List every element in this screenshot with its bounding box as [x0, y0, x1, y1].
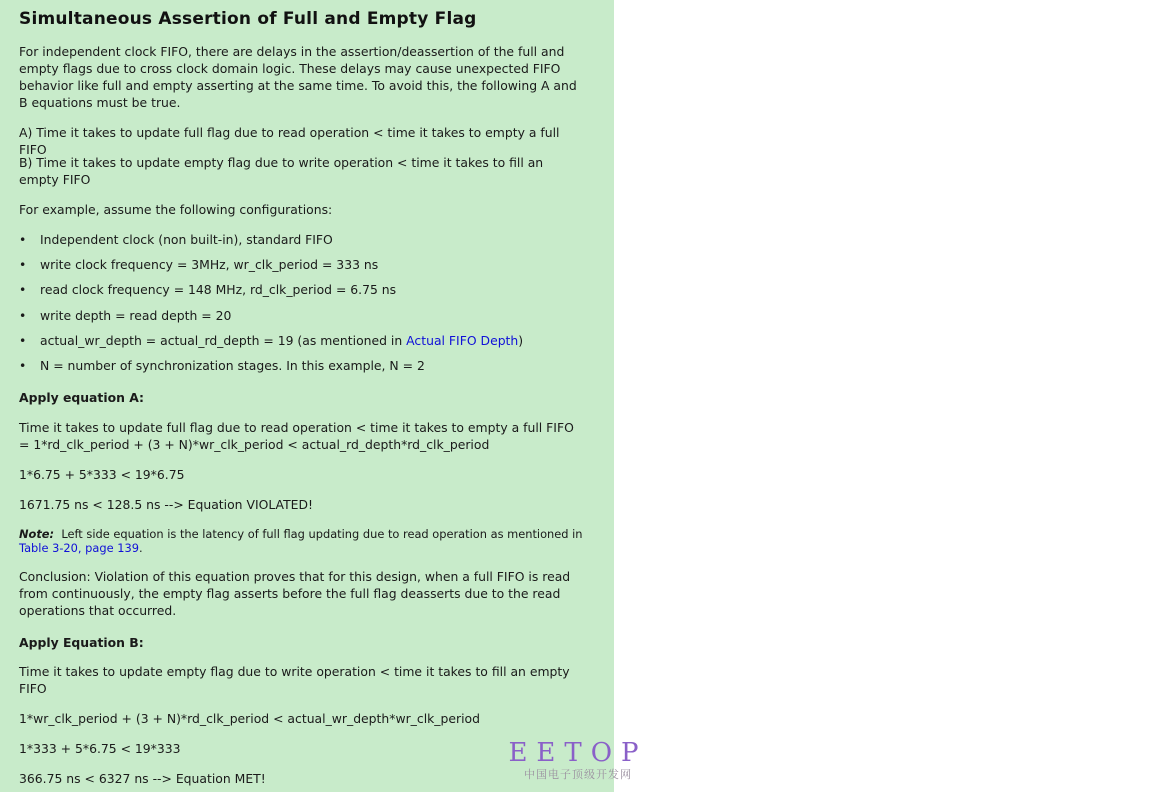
- bullet-icon: •: [19, 232, 27, 247]
- condition-b: B) Time it takes to update empty flag due to write operation < time it takes to fill an empty FIFO: [19, 155, 544, 187]
- conclusion-paragraph: Conclusion: Violation of this equation proves that for this design, when a full FIFO is read from continuously, the empty flag asserts before the full flag deasserts due to the read operations that occurred.: [19, 569, 571, 618]
- condition-a: A) Time it takes to update full flag due to read operation < time it takes to empty a full FIFO: [19, 125, 560, 157]
- apply-equation-a-heading: Apply equation A:: [19, 390, 145, 405]
- watermark-logo: EETOP: [508, 738, 648, 768]
- equation-b-formula: 1*wr_clk_period + (3 + N)*rd_clk_period < actual_wr_depth*wr_clk_period: [19, 711, 480, 726]
- bullet-icon: •: [19, 358, 27, 373]
- equation-b-result: 366.75 ns < 6327 ns --> Equation MET!: [19, 771, 266, 786]
- list-item-text: write clock frequency = 3MHz, wr_clk_period = 333 ns: [40, 257, 379, 272]
- note-text: Left side equation is the latency of full flag updating due to read operation as mentioned in: [61, 527, 583, 541]
- list-item-text-suffix: ): [518, 333, 524, 348]
- apply-equation-b-heading: Apply Equation B:: [19, 635, 144, 650]
- bullet-icon: •: [19, 257, 27, 272]
- intro-paragraph: For independent clock FIFO, there are delays in the assertion/deassertion of the full and empty flags due to cross clock domain logic. These delays may cause unexpected FIFO behavior like full and empty asserting at the same time. To avoid this, the following A and B equations must be true.: [19, 44, 577, 110]
- equation-a-definition: Time it takes to update full flag due to read operation < time it takes to empty a full FIFO = 1*rd_clk_period + (3 + N)*wr_clk_period < actual_rd_depth*rd_clk_period: [19, 420, 574, 452]
- watermark-subtitle: 中国电子顶级开发网: [524, 768, 632, 781]
- bullet-icon: •: [19, 282, 27, 297]
- bullet-icon: •: [19, 308, 27, 323]
- equation-b-numbers: 1*333 + 5*6.75 < 19*333: [19, 741, 181, 756]
- equation-b-definition: Time it takes to update empty flag due to write operation < time it takes to fill an empty FIFO: [19, 664, 570, 696]
- table-reference-link[interactable]: Table 3-20, page 139: [19, 541, 139, 555]
- list-item-text-prefix: actual_wr_depth = actual_rd_depth = 19 (as mentioned in: [40, 333, 407, 348]
- equation-a-numbers: 1*6.75 + 5*333 < 19*6.75: [19, 467, 185, 482]
- eetop-watermark: [508, 738, 648, 782]
- note-label: Note:: [19, 527, 55, 541]
- list-item-text: write depth = read depth = 20: [40, 308, 232, 323]
- actual-fifo-depth-link[interactable]: Actual FIFO Depth: [406, 333, 519, 348]
- bullet-icon: •: [19, 333, 27, 348]
- note: [19, 527, 585, 555]
- list-item-text: [40, 332, 523, 349]
- note-end: .: [138, 541, 143, 555]
- list-item-text: N = number of synchronization stages. In this example, N = 2: [40, 358, 425, 373]
- example-intro: For example, assume the following configurations:: [19, 202, 333, 217]
- list-item-text: read clock frequency = 148 MHz, rd_clk_period = 6.75 ns: [40, 282, 397, 297]
- equation-a-result: 1671.75 ns < 128.5 ns --> Equation VIOLATED!: [19, 497, 313, 512]
- list-item-text: Independent clock (non built-in), standard FIFO: [40, 232, 333, 247]
- page-title: Simultaneous Assertion of Full and Empty Flag: [19, 9, 477, 29]
